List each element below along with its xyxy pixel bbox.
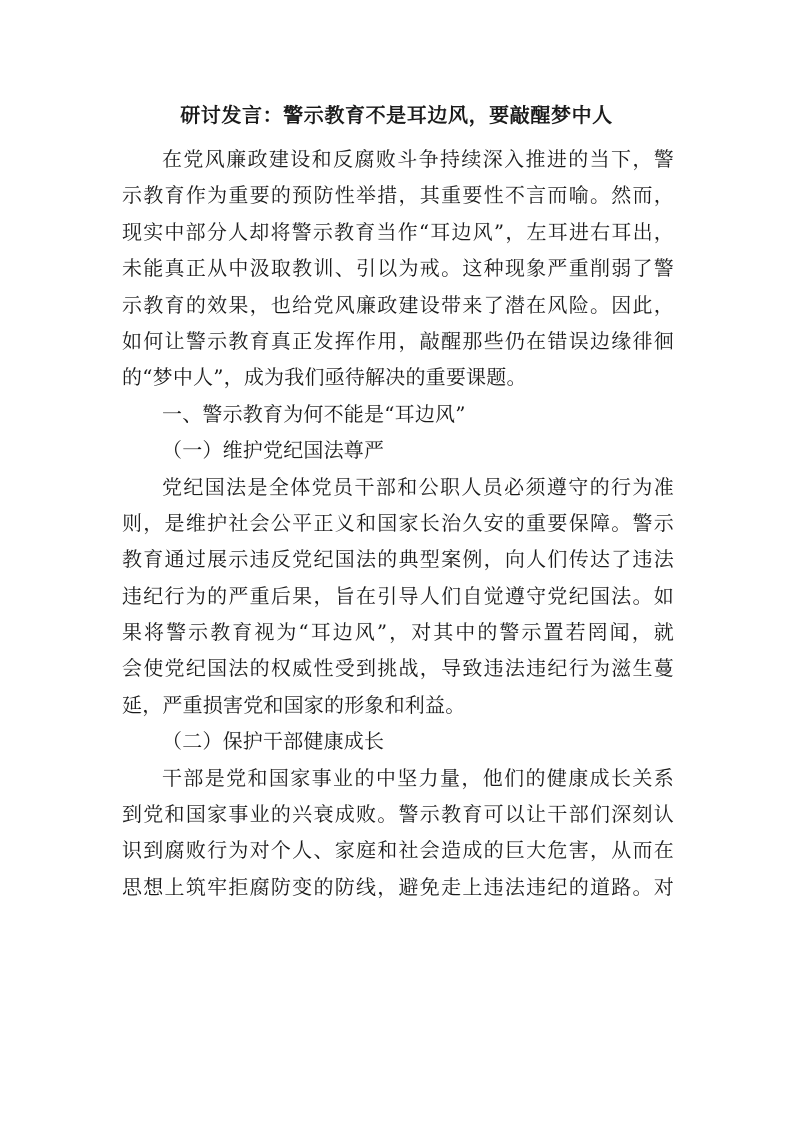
text-line: 教育通过展示违反党纪国法的典型案例，向人们传达了违法 xyxy=(122,547,674,572)
text-line: 则，是维护社会公平正义和国家长治久安的重要保障。警示 xyxy=(122,510,674,535)
text-line: 会使党纪国法的权威性受到挑战，导致违法违纪行为滋生蔓 xyxy=(122,656,674,681)
text-line: 未能真正从中汲取教训、引以为戒。这种现象严重削弱了警 xyxy=(122,256,674,281)
text-line: 到党和国家事业的兴衰成败。警示教育可以让干部们深刻认 xyxy=(122,802,674,827)
text-line: 延，严重损害党和国家的形象和利益。 xyxy=(122,692,466,717)
text-line: 思想上筑牢拒腐防变的防线，避免走上违法违纪的道路。对 xyxy=(122,874,674,899)
text-line: 示教育的效果，也给党风廉政建设带来了潜在风险。因此， xyxy=(122,292,674,317)
text-line: 在党风廉政建设和反腐败斗争持续深入推进的当下，警 xyxy=(162,147,674,171)
text-line: 一、警示教育为何不能是“耳边风” xyxy=(162,401,466,426)
text-line: 干部是党和国家事业的中坚力量，他们的健康成长关系 xyxy=(162,765,674,790)
text-line: 果将警示教育视为“耳边风”，对其中的警示置若罔闻，就 xyxy=(122,620,674,645)
text-line: （二）保护干部健康成长 xyxy=(162,729,385,754)
text-line: （一）维护党纪国法尊严 xyxy=(162,438,385,463)
text-line: 党纪国法是全体党员干部和公职人员必须遵守的行为准 xyxy=(162,474,674,499)
document-title: 研讨发言：警示教育不是耳边风，要敲醒梦中人 xyxy=(180,103,613,127)
text-line: 示教育作为重要的预防性举措，其重要性不言而喻。然而， xyxy=(122,183,674,208)
document-body xyxy=(122,141,674,905)
text-line: 识到腐败行为对个人、家庭和社会造成的巨大危害，从而在 xyxy=(122,838,674,863)
text-line: 如何让警示教育真正发挥作用，敲醒那些仍在错误边缘徘徊 xyxy=(122,328,674,353)
text-line: 违纪行为的严重后果，旨在引导人们自觉遵守党纪国法。如 xyxy=(122,583,674,608)
text-line: 现实中部分人却将警示教育当作“耳边风”，左耳进右耳出， xyxy=(122,219,674,244)
text-line: 的“梦中人”，成为我们亟待解决的重要课题。 xyxy=(122,365,527,390)
